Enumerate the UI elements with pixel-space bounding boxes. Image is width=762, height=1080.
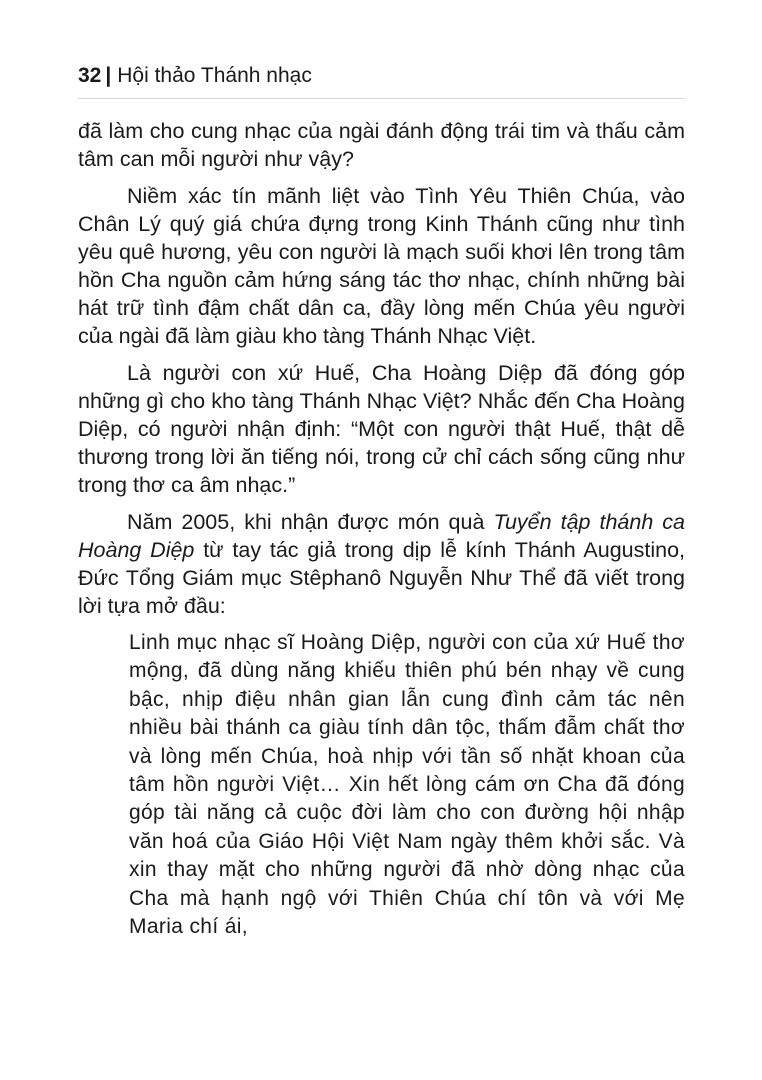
paragraph-2: Niềm xác tín mãnh liệt vào Tình Yêu Thiên Chúa, vào Chân Lý quý giá chứa đựng trong Kinh Thánh cũng như tình yêu quê hương, yêu con người là mạch suối khơi lên trong tâm hồn Cha nguồn cảm hứng sáng tác thơ nhạc, chính những bài hát trữ tình đậm chất dân ca, đầy lòng mến Chúa yêu người của ngài đã làm giàu kho tàng Thánh Nhạc Việt. (78, 184, 685, 348)
book-page (78, 62, 685, 941)
running-header (78, 62, 685, 99)
paragraph-4-text-before: Năm 2005, khi nhận được món quà (127, 510, 494, 534)
page-number: 32 (78, 64, 102, 87)
paragraph-3: Là người con xứ Huế, Cha Hoàng Diệp đã đóng góp những gì cho kho tàng Thánh Nhạc Việt? Nhắc đến Cha Hoàng Diệp, có người nhận định: “Một con người thật Huế, thật dễ thương trong lời ăn tiếng nói, trong cử chỉ cách sống cũng như trong thơ ca âm nhạc.” (78, 361, 685, 497)
paragraph-continued: đã làm cho cung nhạc của ngài đánh động trái tim và thấu cảm tâm can mỗi người như vậy? (78, 119, 685, 171)
paragraph-4 (78, 508, 685, 620)
book-title-italic: Tuyển tập thánh ca Hoàng Diệp (78, 510, 686, 562)
paragraph-4-text-after: từ tay tác giả trong dịp lễ kính Thánh Augustino, Đức Tổng Giám mục Stêphanô Nguyễn Như Thể đã viết trong lời tựa mở đầu: (78, 538, 685, 618)
book-title: Hội thảo Thánh nhạc (117, 64, 312, 87)
block-quote: Linh mục nhạc sĩ Hoàng Diệp, người con của xứ Huế thơ mộng, đã dùng năng khiếu thiên phú bén nhạy về cung bậc, nhịp điệu nhân gian lẫn cung đình cảm tác nên nhiều bài thánh ca giàu tính dân tộc, thấm đẫm chất thơ và lòng mến Chúa, hoà nhịp với tần số nhặt khoan của tâm hồn người Việt… Xin hết lòng cám ơn Cha đã đóng góp tài năng cả cuộc đời làm cho con đường hội nhập văn hoá của Giáo Hội Việt Nam ngày thêm khởi sắc. Và xin thay mặt cho những người đã nhờ dòng nhạc của Cha mà hạnh ngộ với Thiên Chúa chí tôn và với Mẹ Maria chí ái, (129, 631, 685, 939)
header-separator: | (105, 64, 112, 87)
